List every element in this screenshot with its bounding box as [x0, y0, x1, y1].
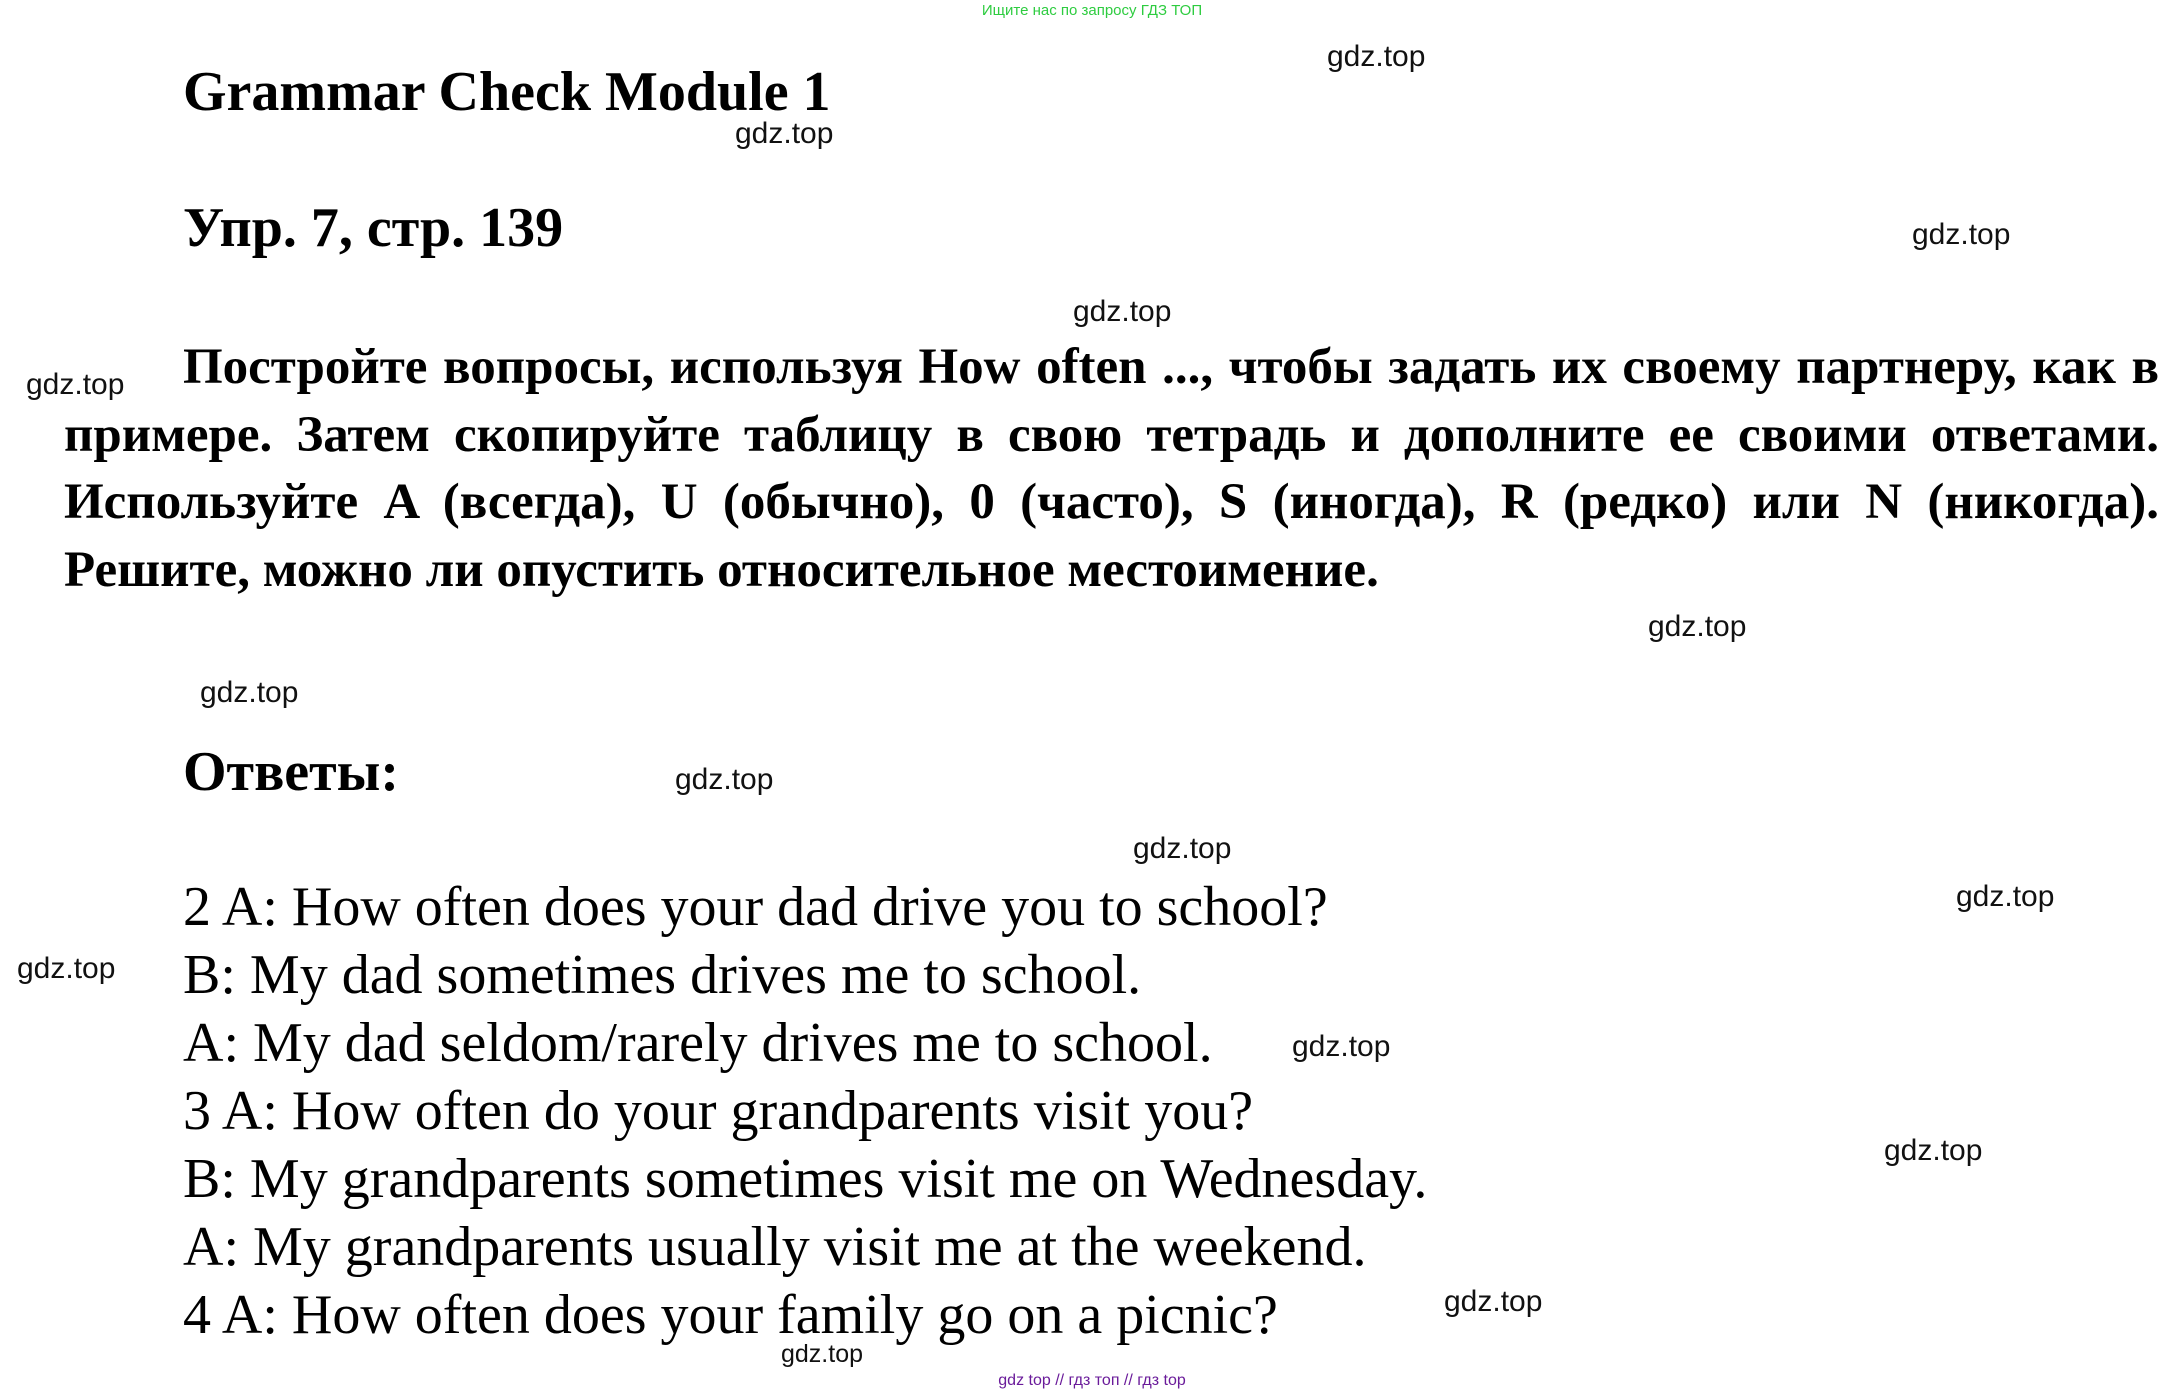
answer-line: B: My dad sometimes drives me to school.	[183, 944, 1142, 1006]
watermark: gdz.top	[735, 117, 834, 150]
top-banner: Ищите нас по запросу ГДЗ ТОП	[981, 2, 1203, 19]
watermark: gdz.top	[200, 676, 299, 709]
watermark: gdz.top	[1292, 1030, 1391, 1063]
watermark: gdz.top	[1912, 218, 2011, 251]
watermark: gdz.top	[1884, 1134, 1983, 1167]
watermark: gdz.top	[1648, 610, 1747, 643]
watermark: gdz.top	[1327, 40, 1426, 73]
answer-line: 4 A: How often does your family go on a picnic?	[183, 1284, 1278, 1346]
page-title: Grammar Check Module 1	[183, 61, 831, 123]
watermark: gdz.top	[1133, 832, 1232, 865]
bottom-banner: gdz top // гдз топ // гдз top	[998, 1372, 1186, 1389]
answer-line: 3 A: How often do your grandparents visit you?	[183, 1080, 1254, 1142]
answer-line: 2 A: How often does your dad drive you to school?	[183, 876, 1328, 938]
exercise-reference: Упр. 7, стр. 139	[183, 197, 564, 259]
answer-line: A: My grandparents usually visit me at the weekend.	[183, 1216, 1367, 1278]
watermark: gdz.top	[675, 763, 774, 796]
watermark: gdz.top	[1444, 1285, 1543, 1318]
exercise-instructions: Постройте вопросы, используя How often ..., чтобы задать их своему партнеру, как в примере. Затем скопируйте таблицу в свою тетрадь и дополните ее своими ответами. Используйте A (всегда), U (обычно), 0 (часто), S (иногда), R (редко) или N (никогда). Решите, можно ли опустить относительное местоимение.	[64, 339, 2159, 598]
watermark: gdz.top	[781, 1340, 864, 1368]
watermark: gdz.top	[17, 952, 116, 985]
answers-list	[183, 873, 1427, 1349]
watermark: gdz.top	[1956, 880, 2055, 913]
watermark: gdz.top	[26, 368, 125, 401]
watermark: gdz.top	[1073, 295, 1172, 328]
answer-line: A: My dad seldom/rarely drives me to school.	[183, 1012, 1213, 1074]
answers-heading: Ответы:	[183, 741, 400, 803]
answer-line: B: My grandparents sometimes visit me on Wednesday.	[183, 1148, 1428, 1210]
